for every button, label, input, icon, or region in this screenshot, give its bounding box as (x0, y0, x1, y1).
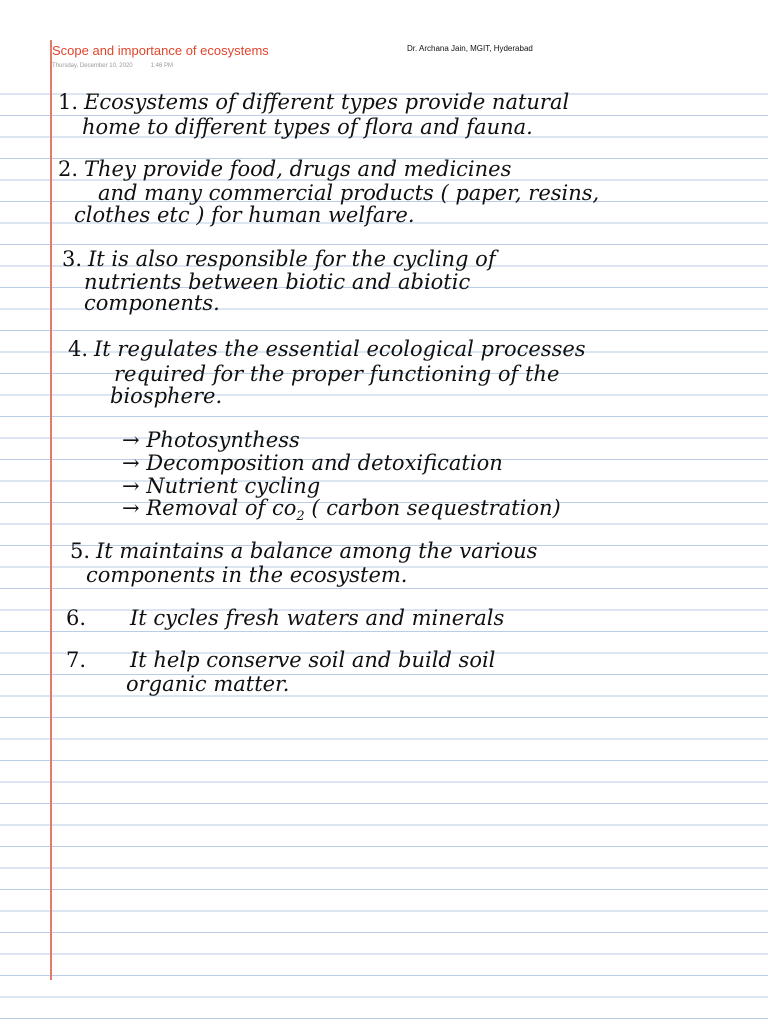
page-title: Scope and importance of ecosystems (52, 43, 269, 58)
note-item-2-line-1 (58, 157, 511, 181)
note-item-2-line-2: and many commercial products ( paper, resins, (98, 181, 600, 205)
note-text: It help conserve soil and build soil (130, 648, 496, 672)
author-line: Dr. Archana Jain, MGIT, Hyderabad (407, 44, 533, 53)
note-item-6-line-1 (66, 606, 504, 630)
note-item-3-line-3: components. (84, 291, 220, 315)
note-item-4-line-1 (68, 337, 586, 361)
note-item-3-line-2: nutrients between biotic and abiotic (84, 270, 471, 294)
page-time: 1:46 PM (150, 63, 173, 69)
note-text: They provide food, drugs and medicines (84, 157, 512, 181)
note-item-1-number: 1. (58, 90, 79, 114)
note-item-4-line-2: required for the proper functioning of the (114, 362, 560, 386)
note-item-3-number: 3. (62, 247, 83, 271)
note-item-1-line-1 (58, 90, 569, 114)
note-item-5-line-2: components in the ecosystem. (86, 563, 408, 587)
note-item-2-line-3: clothes etc ) for human welfare. (74, 203, 415, 227)
note-text: It regulates the essential ecological processes (94, 337, 586, 361)
note-item-4-line-3: biosphere. (110, 384, 223, 408)
note-item-7-line-1 (66, 648, 495, 672)
arrow-icon: → (122, 474, 140, 498)
arrow-icon: → (122, 428, 140, 452)
process-item-4 (122, 496, 561, 529)
note-item-5-line-1 (70, 539, 537, 563)
process-text: Photosynthess (146, 428, 300, 452)
note-item-2-number: 2. (58, 157, 79, 181)
note-text: It is also responsible for the cycling of (88, 247, 496, 271)
note-item-4-number: 4. (68, 337, 89, 361)
process-text: Removal of co (146, 496, 297, 520)
note-item-5-number: 5. (70, 539, 91, 563)
process-subscript: 2 (296, 509, 305, 525)
process-item-1 (122, 428, 300, 452)
page-timestamp (52, 63, 173, 69)
note-item-7-number: 7. (66, 648, 87, 672)
margin-line (50, 40, 52, 980)
note-item-1-line-2: home to different types of flora and fauna. (82, 115, 533, 139)
note-text: It maintains a balance among the various (96, 539, 538, 563)
note-item-7-line-2: organic matter. (126, 672, 290, 696)
note-item-3-line-1 (62, 247, 496, 271)
process-item-2 (122, 451, 503, 475)
note-item-6-number: 6. (66, 606, 87, 630)
process-item-3 (122, 474, 320, 498)
note-text: Ecosystems of different types provide natural (84, 90, 570, 114)
arrow-icon: → (122, 496, 140, 520)
process-suffix: ( carbon sequestration) (304, 496, 561, 520)
process-text: Decomposition and detoxification (146, 451, 503, 475)
note-text: It cycles fresh waters and minerals (130, 606, 505, 630)
page-date: Thursday, December 10, 2020 (52, 63, 133, 69)
process-text: Nutrient cycling (146, 474, 321, 498)
arrow-icon: → (122, 451, 140, 475)
